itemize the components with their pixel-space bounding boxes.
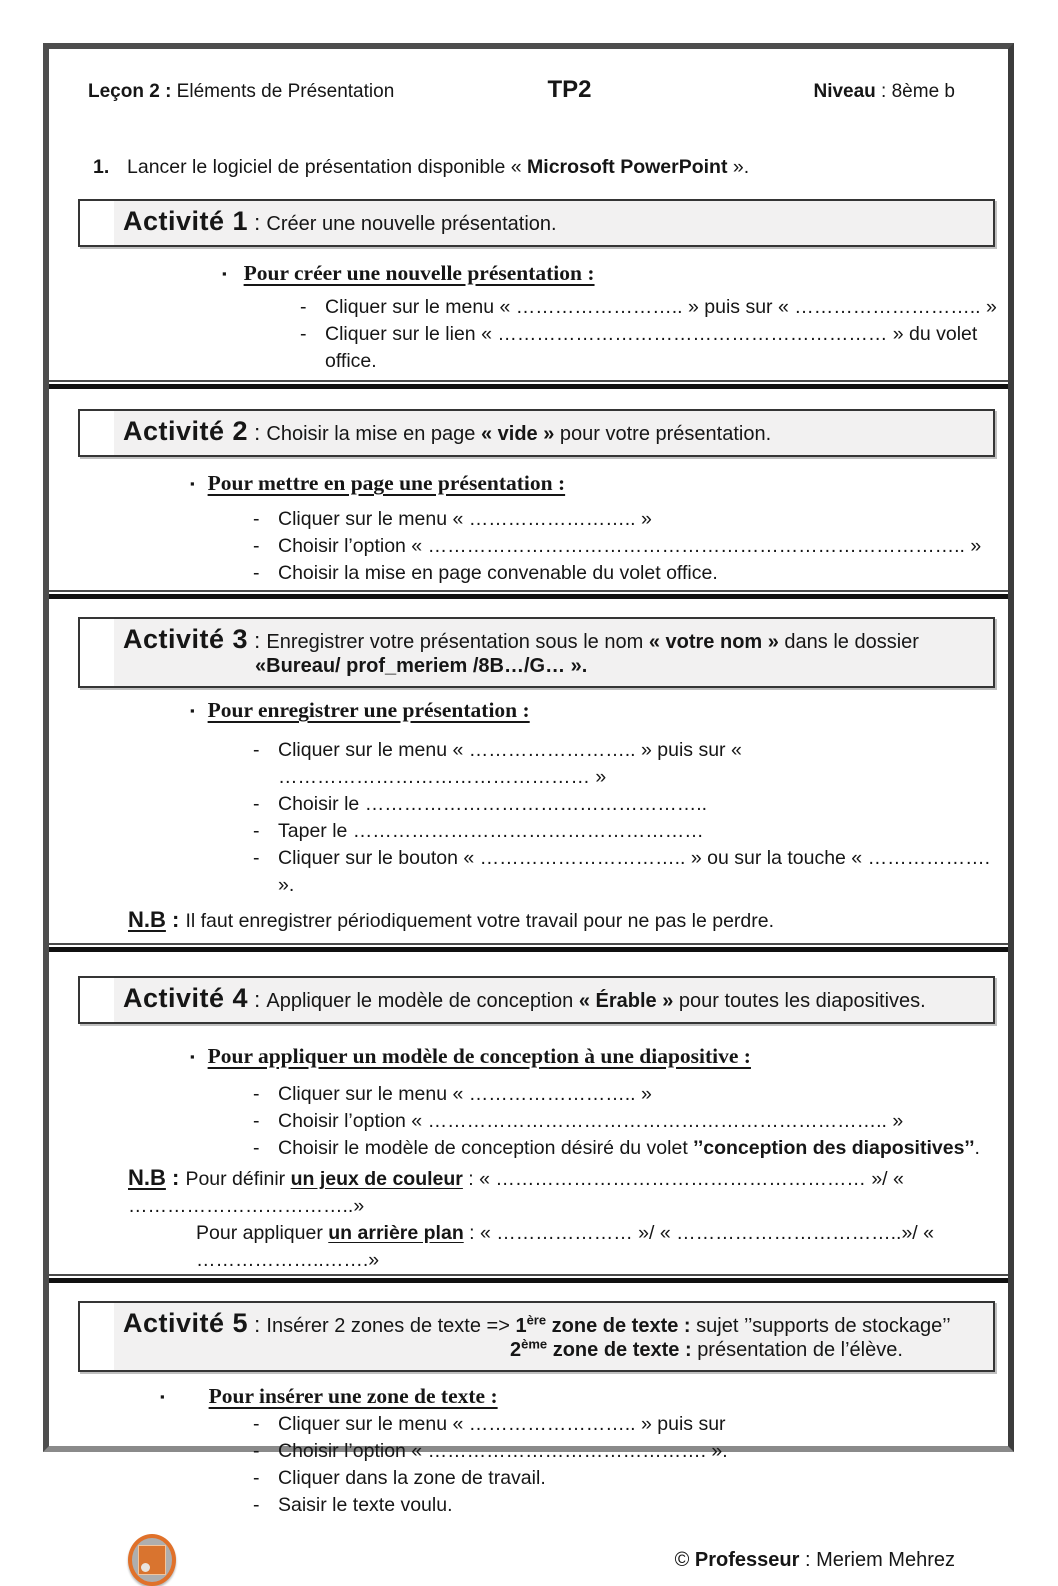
activity1-label: Activité 1 <box>123 206 249 236</box>
activity5-label: Activité 5 <box>123 1308 249 1338</box>
step-item: - Cliquer sur le menu « …………………….. » puis sur « ………………………………………… » <box>253 737 1008 791</box>
step-item: - Taper le ……………………………………………… <box>253 818 1008 845</box>
nb-label: N.B <box>128 907 166 932</box>
dash-bullet: - <box>253 1440 260 1462</box>
activity3-steps <box>253 737 1008 899</box>
step-item: - Choisir l’option « ……………………………………………………………………….. » <box>253 533 1008 560</box>
step-item: - Cliquer sur le bouton « ………………………….. » ou sur la touche « ………………. ». <box>253 845 1008 899</box>
activity5-steps <box>253 1411 1008 1519</box>
dash-bullet: - <box>253 793 260 815</box>
step-item: - Choisir la mise en page convenable du volet office. <box>253 560 1008 587</box>
dash-bullet: - <box>253 847 260 869</box>
dash-bullet: - <box>253 508 260 530</box>
dash-bullet: - <box>300 296 307 318</box>
square-bullet-icon: ▪ <box>190 476 195 491</box>
activity2-label: Activité 2 <box>123 416 249 446</box>
step-item: - Cliquer sur le menu « …………………….. » puis sur <box>253 1411 1008 1438</box>
step-item: - Choisir le modèle de conception désiré du volet ’’conception des diapositives’’. <box>253 1135 1008 1162</box>
activity4-procedure-heading: ▪ Pour appliquer un modèle de conception à une diapositive : <box>190 1044 751 1068</box>
document-code: TP2 <box>547 76 592 103</box>
dash-bullet: - <box>253 1494 260 1516</box>
step-item: - Cliquer sur le menu « …………………….. » <box>253 506 1008 533</box>
dash-bullet: - <box>253 1110 260 1132</box>
activity4-description: Appliquer le modèle de conception « Érable » pour toutes les diapositives. <box>266 990 926 1012</box>
dash-bullet: - <box>253 535 260 557</box>
activity5-zone2: 2ème zone de texte : présentation de l’élève. <box>510 1336 903 1361</box>
copyright-text: © Professeur : Meriem Mehrez <box>674 1548 955 1571</box>
step-item: - Cliquer dans la zone de travail. <box>253 1465 1008 1492</box>
level-label: Niveau <box>813 81 876 102</box>
square-bullet-icon: ▪ <box>222 266 227 281</box>
activity2-steps <box>253 506 1008 587</box>
square-bullet-icon: ▪ <box>160 1389 165 1404</box>
activity2-procedure-heading: ▪ Pour mettre en page une présentation : <box>190 471 566 495</box>
activity5-header-box: Activité 5 : Insérer 2 zones de texte => 1ère zone de texte : sujet ’’supports de stockage’’ 2ème zone de texte : présentation de l’élève. <box>78 1301 995 1372</box>
school-stamp-icon <box>128 1534 176 1586</box>
square-bullet-icon: ▪ <box>190 703 195 718</box>
dash-bullet: - <box>253 1467 260 1489</box>
activity5-procedure-heading: ▪ Pour insérer une zone de texte : <box>160 1384 498 1408</box>
section-divider <box>49 943 1008 952</box>
step-item: - Choisir l’option « ……………………………………. ». <box>253 1438 1008 1465</box>
section-divider <box>49 380 1008 389</box>
intro-step <box>93 156 1008 179</box>
activity1-steps <box>300 294 1008 375</box>
activity3-header-box: Activité 3 : Enregistrer votre présentation sous le nom « votre nom » dans le dossier «Bureau/ prof_meriem /8B…/G… ». <box>78 617 995 688</box>
section-divider <box>49 590 1008 599</box>
activity1-procedure-heading: ▪ Pour créer une nouvelle présentation : <box>222 261 595 285</box>
activity3-procedure-heading: ▪ Pour enregistrer une présentation : <box>190 698 530 722</box>
dash-bullet: - <box>253 739 260 761</box>
dash-bullet: - <box>253 1137 260 1159</box>
step-item: - Cliquer sur le menu « …………………….. » <box>253 1081 1008 1108</box>
nb-line-colors: N.B : Pour définir un jeux de couleur : « ………………………………………………… »/ « ……………………………..» <box>128 1165 904 1217</box>
step-item: - Saisir le texte voulu. <box>253 1492 1008 1519</box>
step-item: - Cliquer sur le lien « …………………………………………………… » du volet office. <box>300 321 1008 375</box>
activity3-nota-bene: N.B : Il faut enregistrer périodiquement votre travail pour ne pas le perdre. <box>128 907 775 932</box>
dash-bullet: - <box>300 323 307 345</box>
activity4-nota-bene <box>128 1164 1008 1274</box>
activity2-description: Choisir la mise en page « vide » pour votre présentation. <box>266 423 772 445</box>
step-item: - Choisir l’option « …………………………………………………………….. » <box>253 1108 1008 1135</box>
step-item: - Cliquer sur le menu « …………………….. » puis sur « ……………………….. » <box>300 294 1008 321</box>
activity1-header-box: Activité 1 : Créer une nouvelle présentation. <box>78 199 995 247</box>
square-bullet-icon: ▪ <box>190 1049 195 1064</box>
dash-bullet: - <box>253 1413 260 1435</box>
step-item: - Choisir le …………………………………………….. <box>253 791 1008 818</box>
document-header <box>49 76 1008 104</box>
activity3-description: Enregistrer votre présentation sous le nom « votre nom » dans le dossier <box>266 631 919 653</box>
activity3-label: Activité 3 <box>123 624 249 654</box>
activity3-folder-path: «Bureau/ prof_meriem /8B…/G… ». <box>255 655 588 677</box>
document-footer <box>128 1534 955 1586</box>
activity4-label: Activité 4 <box>123 983 249 1013</box>
dash-bullet: - <box>253 562 260 584</box>
lesson-label: Leçon 2 : <box>88 81 172 102</box>
worksheet-page <box>43 43 1014 1571</box>
intro-text: Lancer le logiciel de présentation disponible « Microsoft PowerPoint ». <box>127 156 750 178</box>
section-divider <box>49 1274 1008 1283</box>
nb-line-background: Pour appliquer un arrière plan : « ………………… »/ « ……………………………..»/ « ………………..…….» <box>196 1222 934 1271</box>
dash-bullet: - <box>253 820 260 842</box>
intro-number: 1. <box>93 156 110 178</box>
lesson-title: Leçon 2 : Eléments de Présentation <box>88 81 395 102</box>
activity4-steps <box>253 1081 1008 1162</box>
level: Niveau : 8ème b <box>813 81 955 102</box>
activity5-description: Insérer 2 zones de texte => 1ère zone de texte : sujet ’’supports de stockage’’ <box>266 1312 951 1337</box>
nb-label: N.B <box>128 1165 166 1190</box>
activity1-description: Créer une nouvelle présentation. <box>266 213 557 235</box>
activity4-header-box: Activité 4 : Appliquer le modèle de conception « Érable » pour toutes les diapositives. <box>78 976 995 1024</box>
activity2-header-box: Activité 2 : Choisir la mise en page « vide » pour votre présentation. <box>78 409 995 457</box>
dash-bullet: - <box>253 1083 260 1105</box>
